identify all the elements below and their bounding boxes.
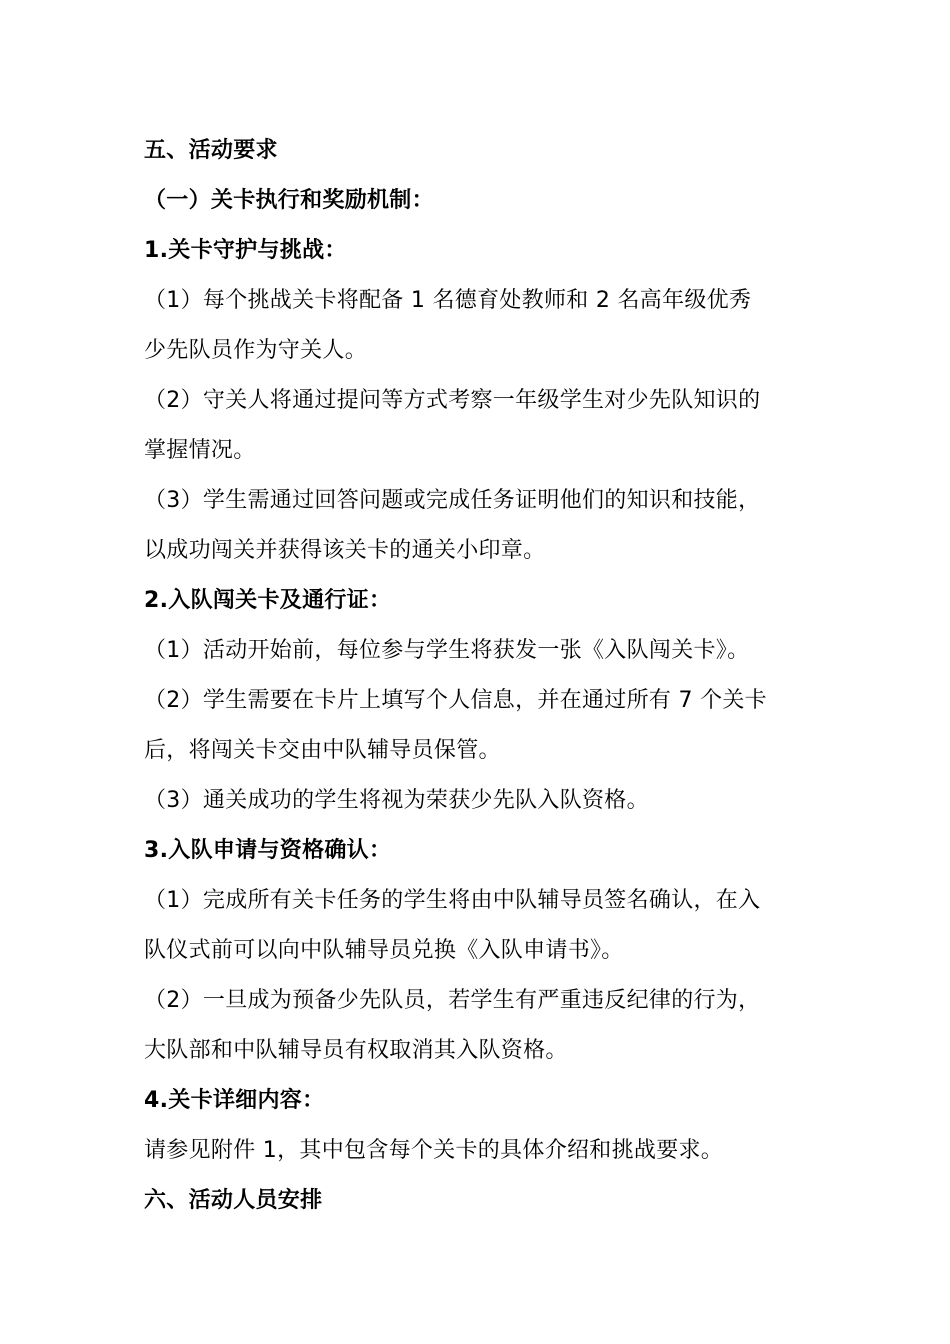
paragraph-line: 后，将闯关卡交由中队辅导员保管。 bbox=[144, 738, 501, 763]
section-heading-5: 五、活动要求 bbox=[144, 138, 278, 163]
paragraph-line: （3）学生需通过回答问题或完成任务证明他们的知识和技能， bbox=[144, 488, 761, 513]
paragraph-line: （1）每个挑战关卡将配备 1 名德育处教师和 2 名高年级优秀 bbox=[144, 288, 752, 313]
item-heading-3: 3.入队申请与资格确认： bbox=[144, 838, 392, 863]
paragraph-line: 掌握情况。 bbox=[144, 438, 256, 463]
document-page bbox=[144, 126, 824, 1226]
paragraph-line: 请参见附件 1，其中包含每个关卡的具体介绍和挑战要求。 bbox=[144, 1138, 724, 1163]
paragraph-line: 队仪式前可以向中队辅导员兑换《入队申请书》。 bbox=[144, 938, 624, 963]
subsection-heading-1: （一）关卡执行和奖励机制： bbox=[144, 188, 434, 213]
item-heading-4: 4.关卡详细内容： bbox=[144, 1088, 325, 1113]
section-heading-6: 六、活动人员安排 bbox=[144, 1188, 323, 1213]
paragraph-line: （2）守关人将通过提问等方式考察一年级学生对少先队知识的 bbox=[144, 388, 761, 413]
paragraph-line: 大队部和中队辅导员有权取消其入队资格。 bbox=[144, 1038, 568, 1063]
item-heading-1: 1.关卡守护与挑战： bbox=[144, 238, 347, 263]
paragraph-line: 以成功闯关并获得该关卡的通关小印章。 bbox=[144, 538, 546, 563]
paragraph-line: 少先队员作为守关人。 bbox=[144, 338, 368, 363]
paragraph-line: （3）通关成功的学生将视为荣获少先队入队资格。 bbox=[144, 788, 649, 813]
paragraph-line: （2）一旦成为预备少先队员，若学生有严重违反纪律的行为， bbox=[144, 988, 761, 1013]
item-heading-2: 2.入队闯关卡及通行证： bbox=[144, 588, 392, 613]
paragraph-line: （1）活动开始前，每位参与学生将获发一张《入队闯关卡》。 bbox=[144, 638, 750, 663]
paragraph-line: （2）学生需要在卡片上填写个人信息，并在通过所有 7 个关卡 bbox=[144, 688, 767, 713]
paragraph-line: （1）完成所有关卡任务的学生将由中队辅导员签名确认，在入 bbox=[144, 888, 761, 913]
